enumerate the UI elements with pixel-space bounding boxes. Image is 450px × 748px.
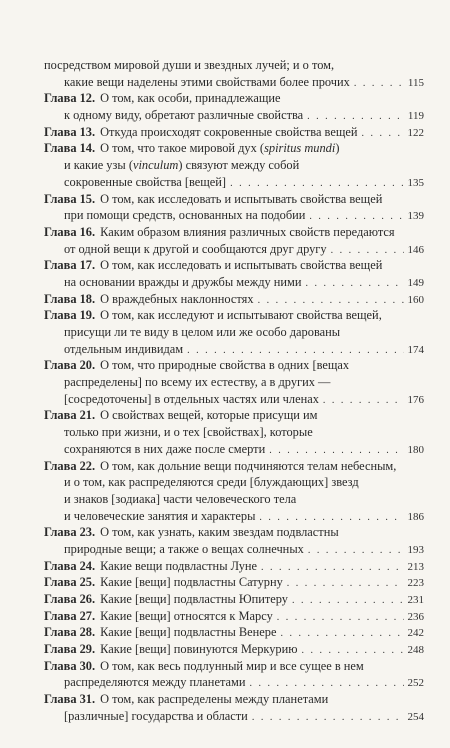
toc-line-text (64, 174, 226, 191)
toc-line-text (44, 591, 288, 608)
page-number: 115 (407, 76, 424, 89)
chapter-label: Глава 20. (44, 358, 96, 373)
toc-line-text (64, 541, 304, 558)
toc-entry (44, 608, 424, 625)
toc-line-text (44, 357, 349, 374)
toc-line (44, 90, 424, 107)
toc-line (44, 207, 424, 224)
toc-entry (44, 624, 424, 641)
page-number: 193 (407, 543, 424, 556)
toc-line (44, 708, 424, 725)
entry-title: посредством мировой души и звездных лучей; и о том, (44, 58, 335, 72)
toc-line (44, 241, 424, 258)
entry-title: и о том, как распределяются среди [блуждающих] звезд (64, 475, 359, 490)
entry-title: О свойствах вещей, которые присущи им (100, 408, 318, 423)
page-number: 252 (407, 677, 424, 690)
entry-title: при помощи средств, основанных на подобии (64, 208, 306, 223)
toc-line-text (64, 324, 340, 341)
toc-line-text (44, 641, 298, 658)
toc-line (44, 508, 424, 525)
page-number: 213 (407, 560, 424, 573)
dot-leader (277, 610, 404, 627)
entry-title: Какие [вещи] подвластны Венере (100, 625, 277, 640)
toc-line-text (64, 157, 299, 174)
entry-title: О том, как исследовать и испытывать свойства вещей (100, 191, 383, 206)
toc-entry (44, 558, 424, 575)
entry-title: и знаков [зодиака] части человеческого тела (64, 491, 297, 506)
toc-line-text (44, 658, 364, 675)
toc-line (44, 407, 424, 424)
dot-leader (287, 576, 404, 593)
dot-leader (362, 126, 404, 143)
toc-line (44, 174, 424, 191)
latin-term: spiritus mundi (264, 141, 336, 156)
toc-line (44, 324, 424, 341)
dot-leader (308, 543, 404, 560)
chapter-label: Глава 28. (44, 625, 96, 640)
toc-line-text (44, 574, 283, 591)
toc-line-text (64, 207, 305, 224)
toc-entry (44, 458, 424, 525)
page-number: 135 (407, 176, 424, 189)
toc-line (44, 124, 424, 141)
toc-line (44, 357, 424, 374)
toc-line-text (44, 524, 339, 541)
dot-leader (354, 76, 404, 93)
table-of-contents (44, 57, 424, 725)
toc-line (44, 458, 424, 475)
toc-line (44, 474, 424, 491)
chapter-label: Глава 16. (44, 224, 96, 239)
page-number: 139 (407, 210, 424, 223)
toc-line (44, 341, 424, 358)
toc-line (44, 374, 424, 391)
chapter-label: Глава 14. (44, 141, 96, 156)
entry-title: Какие [вещи] подвластны Сатурну (100, 575, 283, 590)
dot-leader (323, 393, 404, 410)
toc-line-text (44, 691, 328, 708)
toc-line-text (64, 674, 245, 691)
entry-title: Каким образом влияния различных свойств передаются (100, 224, 395, 239)
toc-line (44, 157, 424, 174)
toc-line (44, 541, 424, 558)
page-number: 186 (407, 510, 424, 523)
toc-line-text (44, 458, 396, 475)
toc-line-text (44, 608, 273, 625)
toc-line-text (44, 224, 395, 241)
page-number: 231 (407, 594, 424, 606)
dot-leader (252, 710, 404, 727)
entry-title: О том, как исследуют и испытывают свойства вещей, (100, 308, 382, 323)
chapter-label: Глава 27. (44, 608, 96, 623)
toc-line (44, 624, 424, 641)
toc-entry (44, 291, 424, 308)
toc-line (44, 274, 424, 291)
page-number: 146 (407, 243, 424, 256)
chapter-label: Глава 30. (44, 658, 96, 673)
page-number: 223 (407, 577, 424, 590)
chapter-label: Глава 21. (44, 408, 96, 423)
toc-line (44, 574, 424, 591)
toc-line-text (64, 508, 255, 525)
entry-title: присущи ли те виду в целом или же особо дарованы (64, 325, 341, 339)
toc-line (44, 674, 424, 691)
entry-title: О том, как узнать, каким звездам подвластны (100, 525, 339, 540)
toc-line-text (64, 107, 303, 124)
toc-line (44, 224, 424, 241)
toc-entry (44, 140, 424, 190)
toc-line (44, 691, 424, 708)
text-segment: и какие узы ( (64, 158, 133, 173)
chapter-label: Глава 13. (44, 124, 96, 139)
entry-title: О том, как дольние вещи подчиняются телам небесным, (100, 458, 397, 473)
toc-line (44, 140, 424, 157)
toc-entry (44, 574, 424, 591)
page-number: 176 (407, 393, 424, 406)
entry-title: на основании вражды и дружбы между ними (64, 274, 302, 289)
toc-line-text (64, 491, 296, 508)
page-number: 160 (407, 293, 424, 306)
chapter-label: Глава 23. (44, 525, 96, 540)
toc-entry (44, 524, 424, 557)
latin-term: vinculum (132, 158, 179, 173)
toc-line-text (44, 257, 382, 274)
entry-title: Какие [вещи] подвластны Юпитеру (100, 592, 289, 606)
text-segment: О том, что такое мировой дух ( (100, 141, 265, 156)
toc-line-text (44, 124, 358, 141)
entry-title: Откуда происходят сокровенные свойства вещей (100, 124, 358, 139)
toc-entry (44, 124, 424, 141)
toc-line-text (44, 90, 281, 107)
chapter-label: Глава 25. (44, 575, 96, 590)
toc-line (44, 491, 424, 508)
dot-leader (306, 276, 404, 293)
page-number: 122 (407, 126, 424, 139)
toc-line-text (64, 424, 313, 441)
toc-entry (44, 191, 424, 224)
page-number: 174 (407, 343, 424, 356)
toc-entry (44, 691, 424, 724)
toc-line-text (44, 558, 257, 575)
toc-line (44, 591, 424, 608)
dot-leader (280, 626, 403, 643)
entry-title: О враждебных наклонностях (100, 291, 254, 306)
entry-title: отдельным индивидам (64, 341, 184, 356)
toc-line (44, 524, 424, 541)
chapter-label: Глава 22. (44, 458, 96, 473)
entry-title: О том, что природные свойства в одних [вещах (100, 358, 350, 373)
toc-line-text (44, 191, 382, 208)
toc-entry (44, 307, 424, 357)
entry-title: распределены] по всему их естеству, а в других — (64, 375, 331, 390)
toc-line-text (44, 624, 276, 641)
toc-line-text (64, 74, 350, 91)
toc-line-text (64, 474, 359, 491)
toc-line-text (64, 391, 319, 408)
toc-line-text (44, 307, 382, 324)
entry-title: природные вещи; а также о вещах солнечных (64, 541, 304, 556)
toc-entry (44, 224, 424, 257)
entry-title: О том, как весь подлунный мир и все сущее в нем (100, 658, 364, 673)
chapter-label: Глава 26. (44, 592, 96, 606)
dot-leader (292, 593, 403, 610)
toc-entry (44, 407, 424, 457)
chapter-label: Глава 19. (44, 308, 96, 323)
chapter-label: Глава 29. (44, 642, 96, 657)
toc-line (44, 424, 424, 441)
entry-title: только при жизни, и о тех [свойствах], которые (64, 425, 313, 440)
toc-entry (44, 641, 424, 658)
page-number: 149 (407, 276, 424, 289)
entry-title: от одной вещи к другой и сообщаются друг другу (64, 241, 327, 256)
page-number: 236 (407, 610, 424, 623)
toc-line (44, 257, 424, 274)
page-number: 180 (407, 443, 424, 456)
toc-line (44, 391, 424, 408)
toc-entry (44, 90, 424, 123)
toc-entry (44, 257, 424, 290)
toc-line-text (64, 708, 248, 725)
toc-line (44, 558, 424, 575)
toc-line-text (64, 374, 330, 391)
entry-title: и человеческие занятия и характеры (64, 508, 256, 523)
chapter-label: Глава 18. (44, 291, 96, 306)
entry-title: Какие [вещи] повинуются Меркурию (100, 642, 298, 657)
chapter-label: Глава 17. (44, 258, 96, 273)
text-segment: ) (335, 141, 340, 156)
entry-title: [сосредоточены] в отдельных частях или членах (64, 391, 319, 406)
toc-line (44, 191, 424, 208)
entry-title: О том, как особи, принадлежащие (100, 91, 281, 106)
entry-title: сохраняются в них даже после смерти (64, 441, 266, 456)
toc-entry (44, 591, 424, 608)
entry-title: к одному виду, обретают различные свойства (64, 108, 304, 123)
page-number: 254 (407, 710, 424, 723)
entry-title: какие вещи наделены этими свойствами более прочих (64, 74, 350, 89)
chapter-label: Глава 15. (44, 191, 96, 206)
toc-line-text (64, 441, 265, 458)
toc-line-text (44, 140, 339, 157)
toc-entry (44, 658, 424, 691)
toc-line (44, 307, 424, 324)
chapter-label: Глава 12. (44, 91, 96, 106)
toc-line-text (44, 407, 318, 424)
toc-line-text (44, 57, 334, 74)
toc-line-text (44, 291, 254, 308)
entry-title: [различные] государства и области (64, 708, 248, 723)
entry-title: распределяются между планетами (64, 675, 246, 690)
chapter-label: Глава 24. (44, 558, 96, 573)
toc-line (44, 107, 424, 124)
entry-title: О том, как исследовать и испытывать свойства вещей (100, 258, 383, 273)
toc-line (44, 641, 424, 658)
entry-title: Какие [вещи] относятся к Марсу (100, 608, 273, 623)
page-number: 248 (407, 644, 424, 657)
toc-line-text (64, 341, 183, 358)
text-segment: ) связуют между собой (178, 158, 300, 173)
page-number: 242 (407, 627, 424, 640)
toc-line (44, 608, 424, 625)
entry-title: сокровенные свойства [вещей] (64, 174, 227, 189)
entry-title: О том, как распределены между планетами (100, 692, 329, 707)
entry-title: Какие вещи подвластны Луне (100, 558, 258, 573)
toc-line (44, 441, 424, 458)
toc-line (44, 291, 424, 308)
toc-entry (44, 57, 424, 90)
toc-line (44, 658, 424, 675)
chapter-label: Глава 31. (44, 692, 96, 707)
toc-entry (44, 357, 424, 407)
toc-line-text (64, 241, 327, 258)
toc-line (44, 57, 424, 74)
toc-line-text (64, 274, 302, 291)
toc-line (44, 74, 424, 91)
page-number: 119 (407, 110, 424, 123)
